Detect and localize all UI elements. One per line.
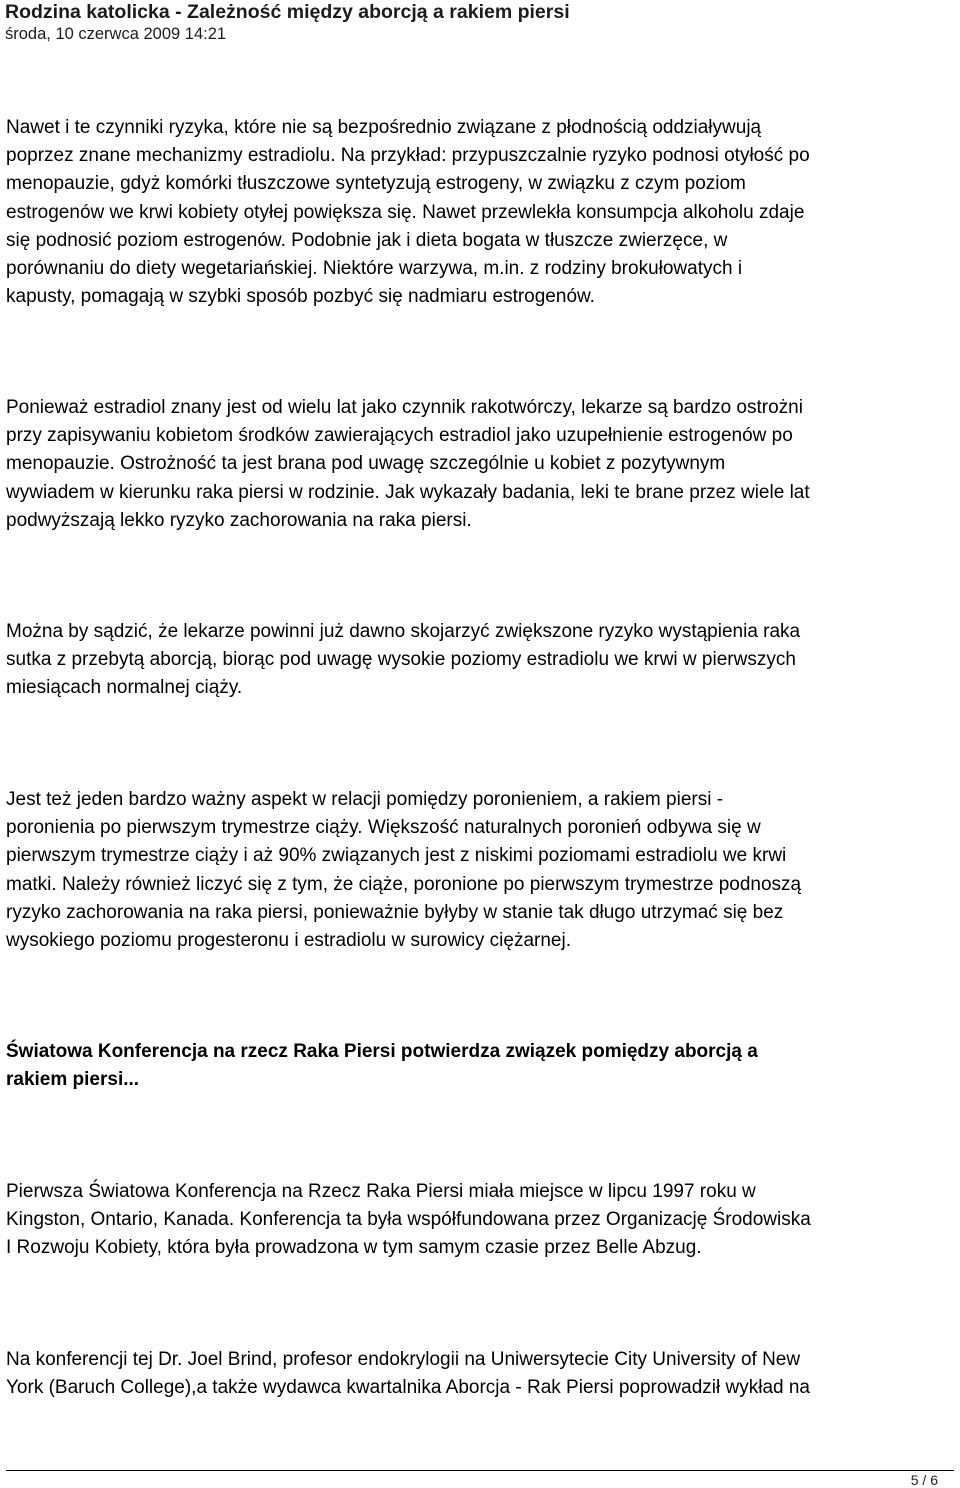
text-line: przy zapisywaniu kobietom środków zawierających estradiol jako uzupełnienie estrogenów po <box>6 425 793 447</box>
text-line: Na konferencji tej Dr. Joel Brind, profesor endokrylogii na Uniwersytecie City University of New <box>6 1349 801 1370</box>
paragraph-brind <box>6 1346 954 1402</box>
text-line: kapusty, pomagają w szybki sposób pozbyć się nadmiaru estrogenów. <box>6 286 595 308</box>
text-line: wywiadem w kierunku raka piersi w rodzinie. Jak wykazały badania, leki te brane przez wiele lat <box>6 481 810 503</box>
text-line: Można by sądzić, że lekarze powinni już dawno skojarzyć zwiększone ryzyko wystąpienia raka <box>6 621 801 642</box>
text-line: porównaniu do diety wegetariańskiej. Niektóre warzywa, m.in. z rodziny brokułowatych i <box>6 258 743 280</box>
paragraph-conference <box>6 1178 954 1263</box>
text-line: miesiącach normalnej ciąży. <box>6 677 243 699</box>
text-line: pierwszym trymestrze ciąży i aż 90% związanych jest z niskimi poziomami estradiolu we krwi <box>6 845 787 867</box>
page-header <box>5 0 955 44</box>
text-line: sutka z przebytą aborcją, biorąc pod uwagę wysokie poziomy estradiolu we krwi w pierwszych <box>6 649 796 671</box>
document-title: Rodzina katolicka - Zależność między aborcją a rakiem piersi <box>5 1 570 23</box>
text-line: menopauzie. Ostrożność ta jest brana pod uwagę szczególnie u kobiet z pozytywnym <box>6 453 726 475</box>
text-line: estrogenów we krwi kobiety otyłej powiększa się. Nawet przewlekła konsumpcja alkoholu zdaje <box>6 201 805 223</box>
text-line: menopauzie, gdyż komórki tłuszczowe syntetyzują estrogeny, w związku z czym poziom <box>6 173 746 195</box>
footer-divider <box>6 1470 954 1471</box>
section-heading <box>6 1038 954 1094</box>
text-line: Ponieważ estradiol znany jest od wielu lat jako czynnik rakotwórczy, lekarze są bardzo ostrożni <box>6 397 803 418</box>
text-line: Pierwsza Światowa Konferencja na Rzecz Raka Piersi miała miejsce w lipcu 1997 roku w <box>6 1181 756 1202</box>
text-line: ryzyko zachorowania na raka piersi, ponieważnie byłyby w stanie tak długo utrzymać się bez <box>6 901 784 923</box>
page-number: 5 / 6 <box>910 1472 938 1488</box>
text-line: Nawet i te czynniki ryzyka, które nie są bezpośrednio związane z płodnością oddziaływują <box>6 117 762 138</box>
text-line: podwyższają lekko ryzyko zachorowania na raka piersi. <box>6 509 472 531</box>
paragraph-risk-factors <box>6 114 954 311</box>
text-line: I Rozwoju Kobiety, która była prowadzona w tym samym czasie przez Belle Abzug. <box>6 1237 702 1259</box>
text-line: wysokiego poziomu progesteronu i estradiolu w surowicy ciężarnej. <box>6 930 571 952</box>
text-line: York (Baruch College),a także wydawca kwartalnika Aborcja - Rak Piersi poprowadził wykład na <box>6 1377 810 1399</box>
heading-line: rakiem piersi... <box>6 1069 140 1091</box>
text-line: Kingston, Ontario, Kanada. Konferencja ta była współfundowana przez Organizację Środowiska <box>6 1209 811 1231</box>
text-line: Jest też jeden bardzo ważny aspekt w relacji pomiędzy poronieniem, a rakiem piersi - <box>6 789 724 810</box>
publish-date: środa, 10 czerwca 2009 14:21 <box>5 25 227 43</box>
text-line: poprzez znane mechanizmy estradiolu. Na przykład: przypuszczalnie ryzyko podnosi otyłość po <box>6 145 810 167</box>
text-line: matki. Należy również liczyć się z tym, że ciąże, poronione po pierwszym trymestrze podnoszą <box>6 873 802 895</box>
paragraph-miscarriage <box>6 786 954 955</box>
paragraph-doctors <box>6 618 954 703</box>
heading-line: Światowa Konferencja na rzecz Raka Piersi potwierdza związek pomiędzy aborcją a <box>6 1041 758 1062</box>
text-line: poronienia po pierwszym trymestrze ciąży. Większość naturalnych poronień odbywa się w <box>6 817 761 839</box>
paragraph-estradiol <box>6 394 954 535</box>
text-line: się podnosić poziom estrogenów. Podobnie jak i dieta bogata w tłuszcze zwierzęce, w <box>6 229 728 251</box>
